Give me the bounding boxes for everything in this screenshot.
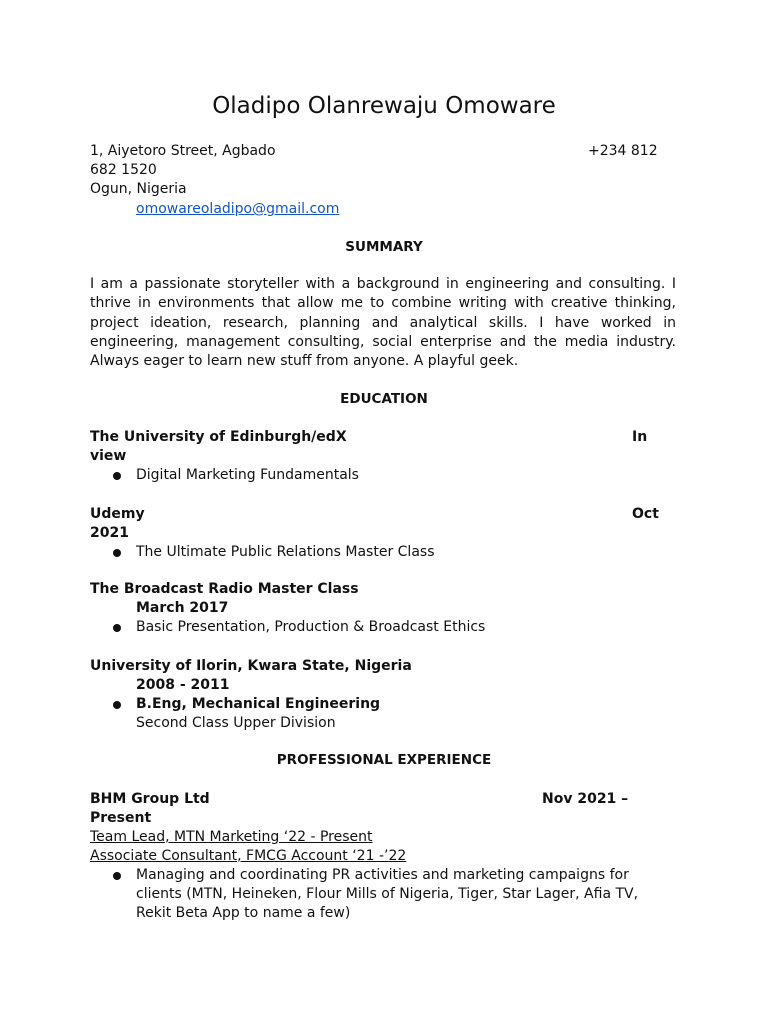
address-line-1: 1, Aiyetoro Street, Agbado: [90, 143, 276, 159]
education-heading: EDUCATION: [340, 391, 428, 407]
list-item: [90, 618, 690, 637]
bullet-icon: [113, 872, 121, 880]
education-entry: [90, 580, 690, 637]
list-item: [90, 866, 674, 923]
bullet-icon: [113, 701, 121, 709]
institution-name: University of Ilorin, Kwara State, Nigeria: [90, 658, 412, 674]
email-link[interactable]: omowareoladipo@gmail.com: [136, 201, 340, 217]
resume-name: Oladipo Olanrewaju Omoware: [212, 93, 556, 119]
phone-part-1: +234 812: [588, 143, 658, 159]
summary-heading: SUMMARY: [345, 239, 423, 255]
contact-block: [90, 142, 690, 217]
list-item: [90, 695, 690, 714]
bullet-icon: [113, 549, 121, 557]
summary-text: I am a passionate storyteller with a background in engineering and consulting. I thrive in environments that allow me to combine writing with creative thinking, project ideation, research, planning and analytical skills. I have worked in engineering, management consulting, social enterprise and the media industry. Always eager to learn new stuff from anyone. A playful geek.: [90, 276, 676, 370]
list-item-text: Managing and coordinating PR activities and marketing campaigns for clients (MTN, Heineken, Flour Mills of Nigeria, Tiger, Star Lager, Afia TV, Rekit Beta App to name a few): [136, 867, 639, 921]
institution-name: The University of Edinburgh/edX: [90, 429, 347, 445]
education-entry: [90, 505, 690, 562]
entry-date-part-1: Nov 2021 –: [542, 791, 629, 807]
experience-heading: PROFESSIONAL EXPERIENCE: [276, 752, 492, 768]
entry-date: 2008 - 2011: [136, 677, 230, 693]
bullet-icon: [113, 624, 121, 632]
phone-part-2: 682 1520: [90, 162, 157, 178]
list-item-text: The Ultimate Public Relations Master Class: [136, 544, 435, 560]
address-line-2: Ogun, Nigeria: [90, 181, 187, 197]
list-item-text: Basic Presentation, Production & Broadcast Ethics: [136, 619, 486, 635]
education-entry: [90, 428, 690, 485]
list-item: [90, 543, 690, 562]
list-item: [90, 466, 690, 485]
entry-date-part-1: In: [632, 429, 648, 445]
list-item-text: B.Eng, Mechanical Engineering: [136, 696, 381, 712]
entry-date-part-2: Present: [90, 810, 152, 826]
role-title: Associate Consultant, FMCG Account ‘21 -’22: [90, 848, 407, 864]
list-item-text: Digital Marketing Fundamentals: [136, 467, 359, 483]
experience-entry: [90, 790, 690, 923]
institution-name: The Broadcast Radio Master Class: [90, 581, 359, 597]
degree-detail: Second Class Upper Division: [136, 715, 336, 731]
entry-date-part-2: view: [90, 448, 127, 464]
company-name: BHM Group Ltd: [90, 791, 210, 807]
entry-date-part-1: Oct: [632, 506, 659, 522]
bullet-icon: [113, 472, 121, 480]
education-entry: [90, 657, 690, 733]
institution-name: Udemy: [90, 506, 145, 522]
entry-date-part-2: 2021: [90, 525, 129, 541]
entry-date: March 2017: [136, 600, 229, 616]
role-title: Team Lead, MTN Marketing ‘22 - Present: [90, 829, 373, 845]
